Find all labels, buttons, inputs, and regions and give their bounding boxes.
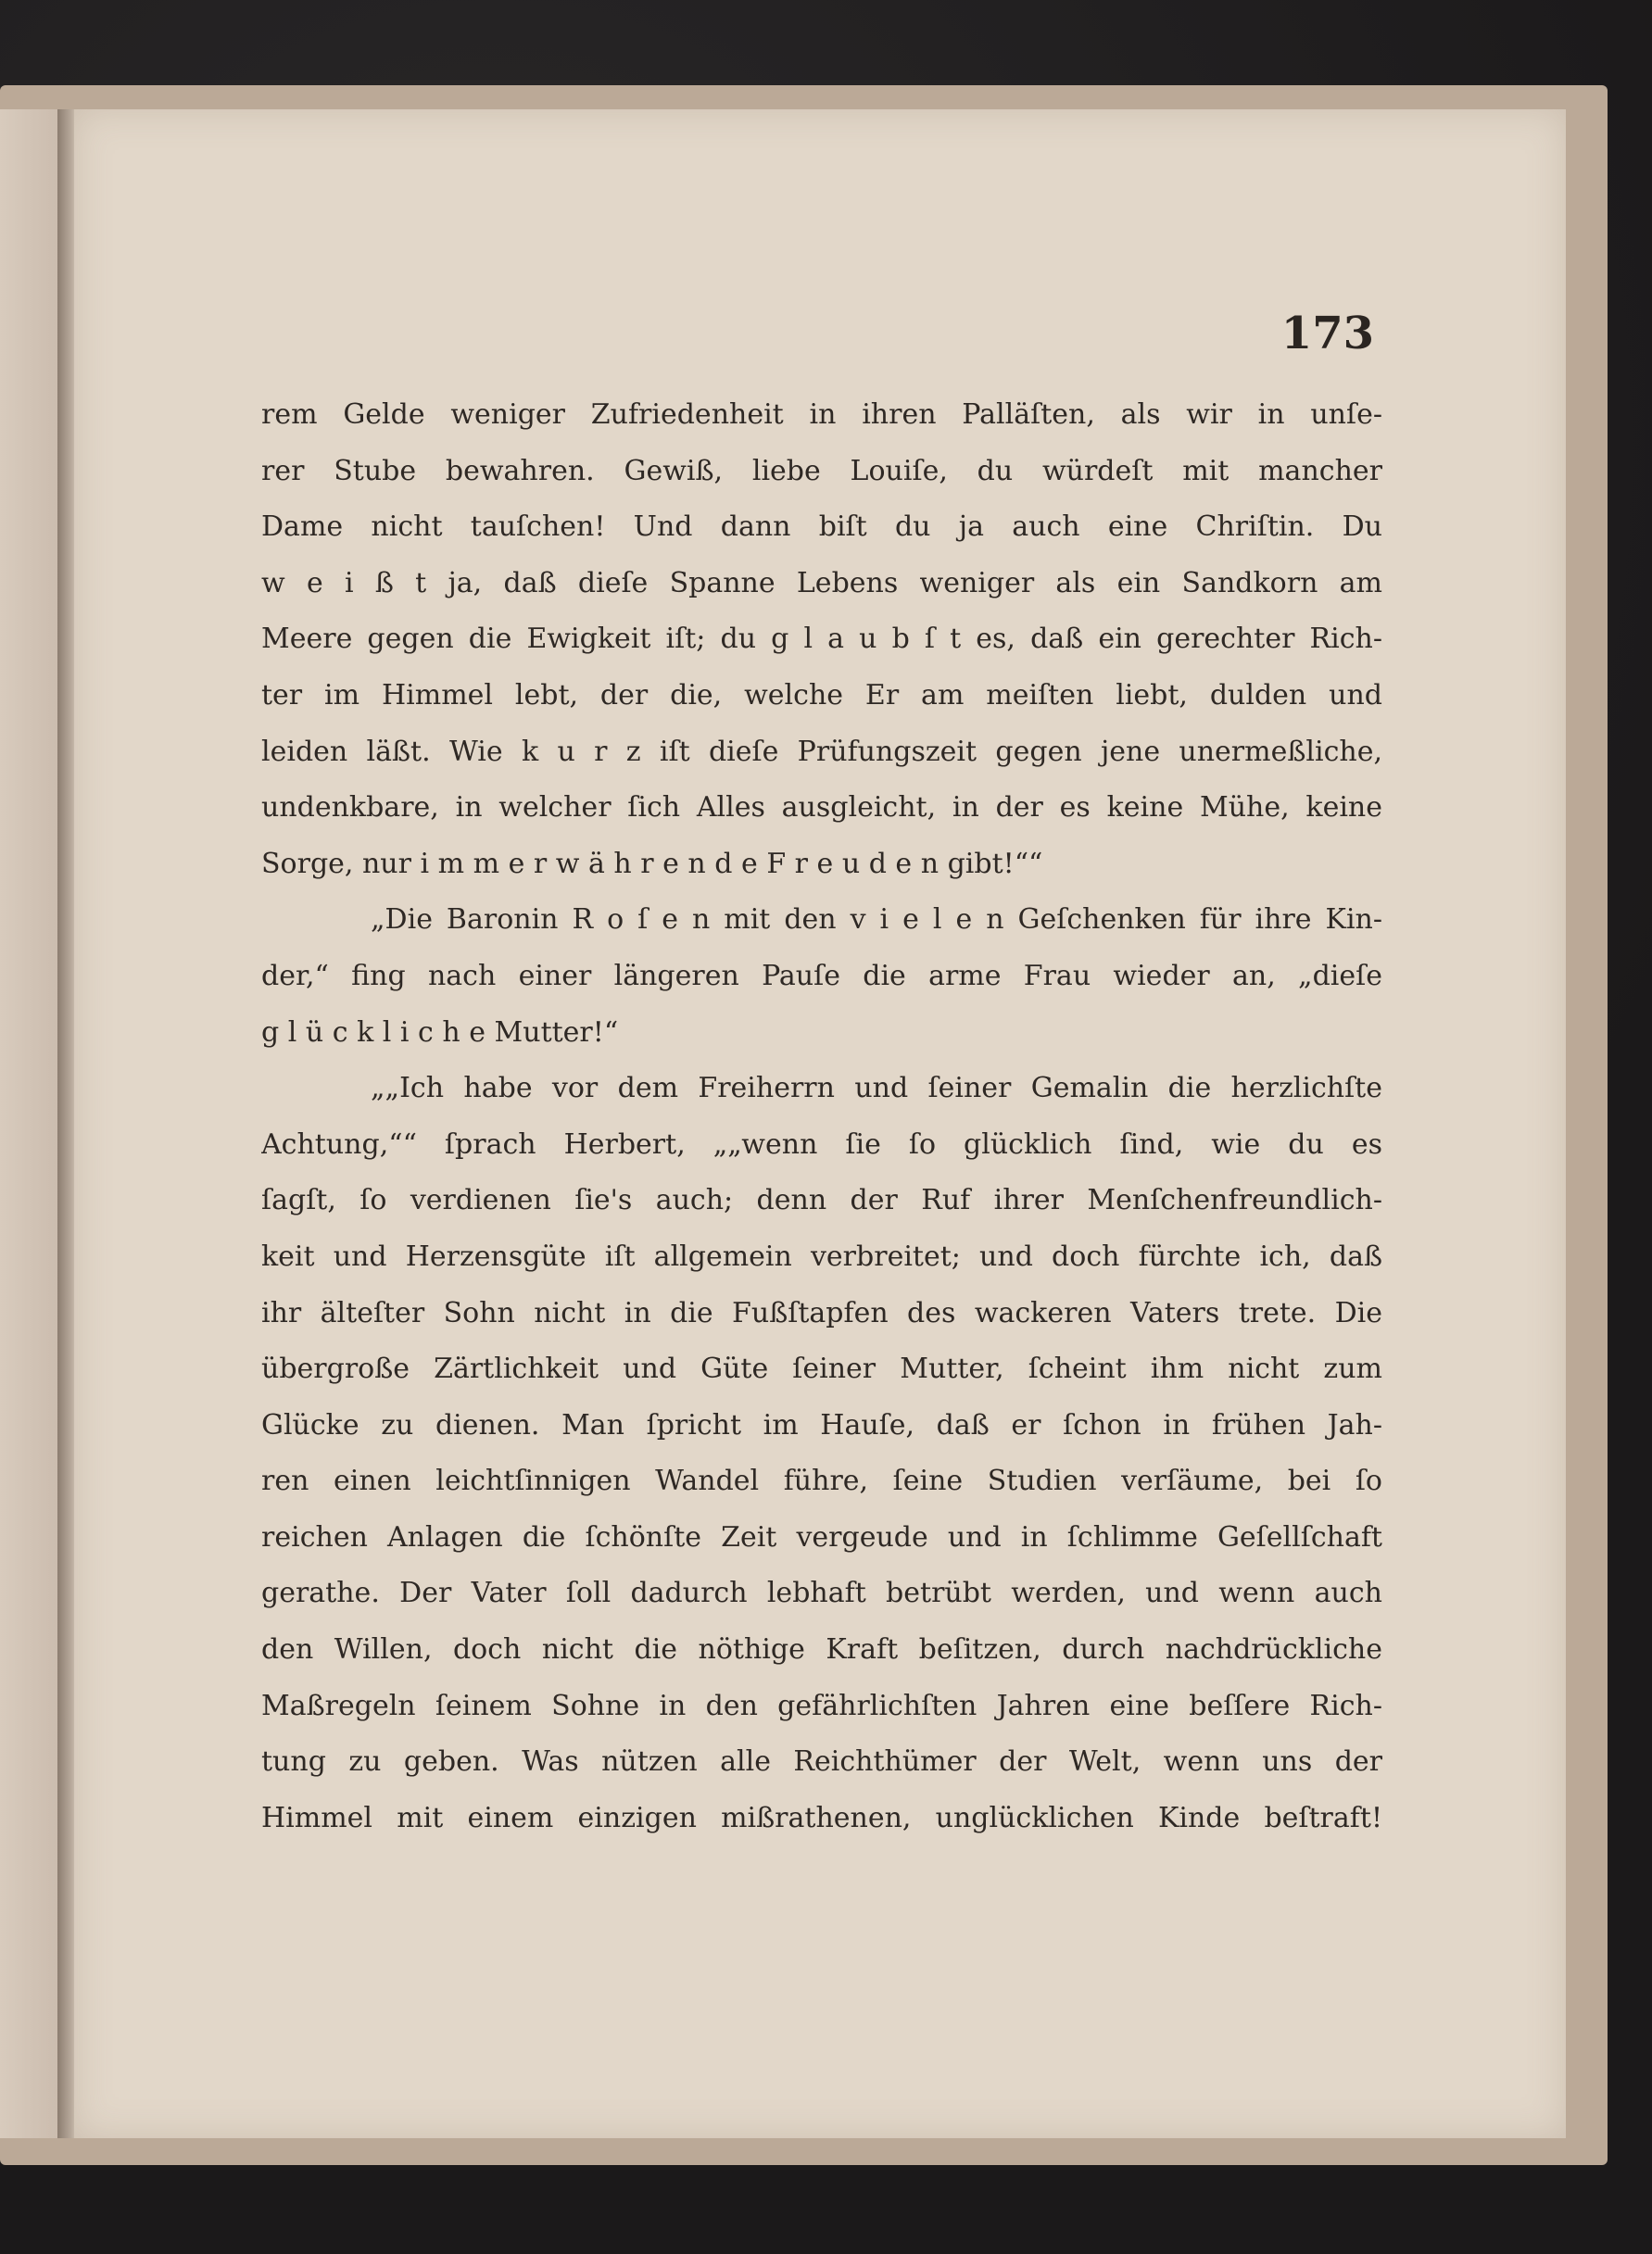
text-line: keit und Herzensgüte iſt allgemein verbreitet; und doch fürchte ich, daß — [261, 1240, 1382, 1273]
text-line: tung zu geben. Was nützen alle Reichthümer der Welt, wenn uns der — [261, 1745, 1382, 1779]
text-line: ter im Himmel lebt, der die, welche Er am meiſten liebt, dulden und — [261, 678, 1382, 711]
text-line: Dame nicht tauſchen! Und dann biſt du ja auch eine Chriſtin. Du — [261, 510, 1382, 544]
text-line: Himmel mit einem einzigen mißrathenen, unglücklichen Kinde beſtraft! — [261, 1801, 1382, 1834]
text-line: der,“ fing nach einer längeren Pauſe die arme Frau wieder an, „dieſe — [261, 959, 1382, 992]
text-line: undenkbare, in welcher ſich Alles ausgleicht, in der es keine Mühe, keine — [261, 791, 1382, 825]
facing-page-edge — [0, 109, 59, 2138]
text-line: ren einen leichtſinnigen Wandel führe, ſeine Studien verſäume, bei ſo — [261, 1465, 1382, 1498]
text-line: w e i ß t ja, daß dieſe Spanne Lebens weniger als ein Sandkorn am — [261, 566, 1382, 599]
text-line: g l ü c k l i c h e Mutter!“ — [261, 1015, 619, 1049]
page-text — [261, 387, 1382, 1846]
text-line: „„Ich habe vor dem Freiherrn und ſeiner Gemalin die herzlichſte — [371, 1072, 1382, 1105]
text-line: ihr älteſter Sohn nicht in die Fußſtapfen des wackeren Vaters trete. Die — [261, 1296, 1382, 1329]
text-line: Glücke zu dienen. Man ſpricht im Hauſe, daß er ſchon in frühen Jah- — [261, 1408, 1382, 1442]
text-line: rem Gelde weniger Zufriedenheit in ihren Palläſten, als wir in unſe- — [261, 398, 1382, 431]
text-line: Achtung,““ ſprach Herbert, „„wenn ſie ſo glücklich ſind, wie du es — [261, 1127, 1382, 1161]
text-line: den Willen, doch nicht die nöthige Kraft beſitzen, durch nachdrückliche — [261, 1633, 1382, 1667]
text-line: reichen Anlagen die ſchönſte Zeit vergeude und in ſchlimme Geſellſchaft — [261, 1520, 1382, 1554]
text-line: gerathe. Der Vater ſoll dadurch lebhaft betrübt werden, und wenn auch — [261, 1577, 1382, 1610]
text-line: leiden läßt. Wie k u r z iſt dieſe Prüfungszeit gegen jene unermeßliche, — [261, 735, 1382, 768]
text-line: Sorge, nur i m m e r w ä h r e n d e F r e u d e n gibt!““ — [261, 847, 1043, 880]
text-line: „Die Baronin R o ſ e n mit den v i e l e n Geſchenken für ihre Kin- — [371, 903, 1382, 937]
page-number: 173 — [1280, 308, 1374, 359]
text-line: Maßregeln ſeinem Sohne in den gefährlichſten Jahren eine beſſere Rich- — [261, 1689, 1382, 1722]
text-line: rer Stube bewahren. Gewiß, liebe Louiſe, du würdeſt mit mancher — [261, 454, 1382, 487]
text-line: ſagſt, ſo verdienen ſie's auch; denn der Ruf ihrer Menſchenfreundlich- — [261, 1184, 1382, 1217]
text-line: übergroße Zärtlichkeit und Güte ſeiner Mutter, ſcheint ihm nicht zum — [261, 1353, 1382, 1386]
text-line: Meere gegen die Ewigkeit iſt; du g l a u b ſ t es, daß ein gerechter Rich- — [261, 623, 1382, 656]
